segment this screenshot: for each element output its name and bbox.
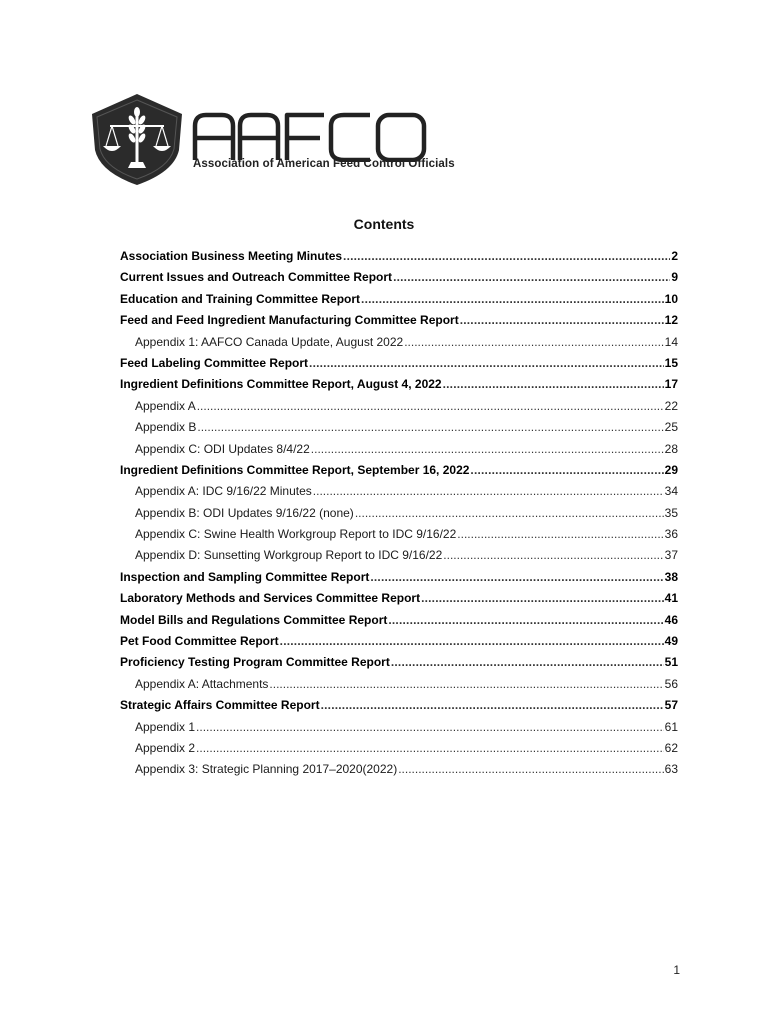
toc-entry-page: 22 [664,398,678,413]
toc-dot-leader [309,355,664,371]
toc-entry-page: 35 [664,505,678,520]
toc-dot-leader [311,441,664,457]
toc-entry-title: Appendix C: ODI Updates 8/4/22 [135,441,310,456]
toc-dot-leader [393,269,670,285]
shield-emblem-icon [88,92,186,187]
toc-dot-leader [343,248,670,264]
toc-dot-leader [280,633,664,649]
toc-entry-title: Appendix D: Sunsetting Workgroup Report to IDC 9/16/22 [135,548,443,563]
toc-dot-leader [443,547,663,563]
toc-entry-title: Proficiency Testing Program Committee Report [120,655,390,670]
toc-entry-page: 15 [664,355,678,370]
aafco-logo [88,92,455,187]
toc-entry-page: 28 [664,441,678,456]
toc-dot-leader [404,334,663,350]
toc-dot-leader [457,526,663,542]
toc-subentry[interactable] [120,526,678,547]
toc-entry-page: 37 [664,548,678,563]
toc-entry-title: Ingredient Definitions Committee Report, August 4, 2022 [120,377,442,392]
toc-entry-page: 9 [671,270,678,285]
toc-dot-leader [443,376,664,392]
toc-dot-leader [196,740,664,756]
toc-entry-title: Ingredient Definitions Committee Report, September 16, 2022 [120,462,470,477]
toc-entry-title: Appendix C: Swine Health Workgroup Report to IDC 9/16/22 [135,527,457,542]
toc-entry-page: 57 [664,698,678,713]
toc-entry-title: Education and Training Committee Report [120,291,361,306]
toc-entry-title: Strategic Affairs Committee Report [120,698,320,713]
toc-entry[interactable] [120,269,678,290]
toc-entry-title: Laboratory Methods and Services Committee Report [120,591,421,606]
toc-entry-title: Feed Labeling Committee Report [120,355,309,370]
toc-entry-title: Appendix A [135,398,196,413]
toc-entry-page: 63 [664,762,678,777]
toc-subentry[interactable] [120,740,678,761]
toc-entry-title: Pet Food Committee Report [120,634,279,649]
toc-subentry[interactable] [120,483,678,504]
toc-entry-page: 10 [664,291,678,306]
toc-dot-leader [421,590,664,606]
toc-subentry[interactable] [120,398,678,419]
toc-entry-title: Appendix 2 [135,740,196,755]
toc-entry-title: Feed and Feed Ingredient Manufacturing Committee Report [120,313,459,328]
toc-entry-page: 61 [664,719,678,734]
toc-dot-leader [313,483,664,499]
toc-dot-leader [321,697,664,713]
toc-entry[interactable] [120,462,678,483]
toc-entry-title: Appendix 1: AAFCO Canada Update, August 2022 [135,334,404,349]
toc-subentry[interactable] [120,761,678,782]
toc-dot-leader [269,676,663,692]
toc-dot-leader [355,505,664,521]
table-of-contents [120,248,678,783]
toc-entry-page: 34 [664,484,678,499]
toc-entry-page: 46 [664,612,678,627]
toc-entry-title: Association Business Meeting Minutes [120,249,343,263]
toc-entry-page: 29 [664,462,678,477]
toc-entry-title: Inspection and Sampling Committee Report [120,569,370,584]
toc-entry-page: 2 [671,249,678,263]
toc-subentry[interactable] [120,505,678,526]
toc-entry-page: 51 [664,655,678,670]
toc-entry[interactable] [120,612,678,633]
toc-entry-page: 25 [664,420,678,435]
toc-dot-leader [470,462,663,478]
toc-dot-leader [391,654,664,670]
logo-subtitle: Association of American Feed Control Officials [193,158,455,170]
toc-entry[interactable] [120,291,678,312]
toc-subentry[interactable] [120,441,678,462]
aafco-wordmark [192,112,428,162]
toc-entry-title: Appendix 3: Strategic Planning 2017–2020(2022) [135,762,398,777]
toc-subentry[interactable] [120,334,678,355]
toc-entry[interactable] [120,569,678,590]
toc-entry-title: Appendix A: Attachments [135,676,269,691]
toc-subentry[interactable] [120,419,678,440]
toc-entry-title: Appendix B [135,420,197,435]
toc-subentry[interactable] [120,719,678,740]
toc-entry[interactable] [120,355,678,376]
toc-entry-page: 62 [664,740,678,755]
toc-entry[interactable] [120,590,678,611]
toc-entry-title: Appendix 1 [135,719,196,734]
toc-entry-title: Appendix A: IDC 9/16/22 Minutes [135,484,312,499]
toc-entry[interactable] [120,312,678,333]
toc-dot-leader [196,719,664,735]
toc-entry-page: 38 [664,569,678,584]
toc-entry-page: 14 [664,334,678,349]
toc-entry[interactable] [120,376,678,397]
toc-dot-leader [370,569,663,585]
toc-entry-page: 17 [664,377,678,392]
toc-dot-leader [398,761,663,777]
toc-subentry[interactable] [120,547,678,568]
toc-entry[interactable] [120,654,678,675]
toc-entry-title: Model Bills and Regulations Committee Report [120,612,388,627]
contents-heading: Contents [353,216,415,232]
toc-dot-leader [197,419,663,435]
toc-entry-page: 36 [664,527,678,542]
toc-subentry[interactable] [120,676,678,697]
toc-entry[interactable] [120,248,678,269]
toc-dot-leader [388,612,663,628]
toc-entry-page: 56 [664,676,678,691]
toc-entry-title: Appendix B: ODI Updates 9/16/22 (none) [135,505,354,520]
toc-dot-leader [361,291,664,307]
toc-entry[interactable] [120,633,678,654]
toc-entry-page: 12 [664,313,678,328]
toc-entry-page: 41 [664,591,678,606]
toc-entry-title: Current Issues and Outreach Committee Report [120,270,393,285]
toc-dot-leader [197,398,664,414]
toc-dot-leader [460,312,664,328]
toc-entry[interactable] [120,697,678,718]
page-number: 1 [673,963,680,977]
toc-entry-page: 49 [664,634,678,649]
